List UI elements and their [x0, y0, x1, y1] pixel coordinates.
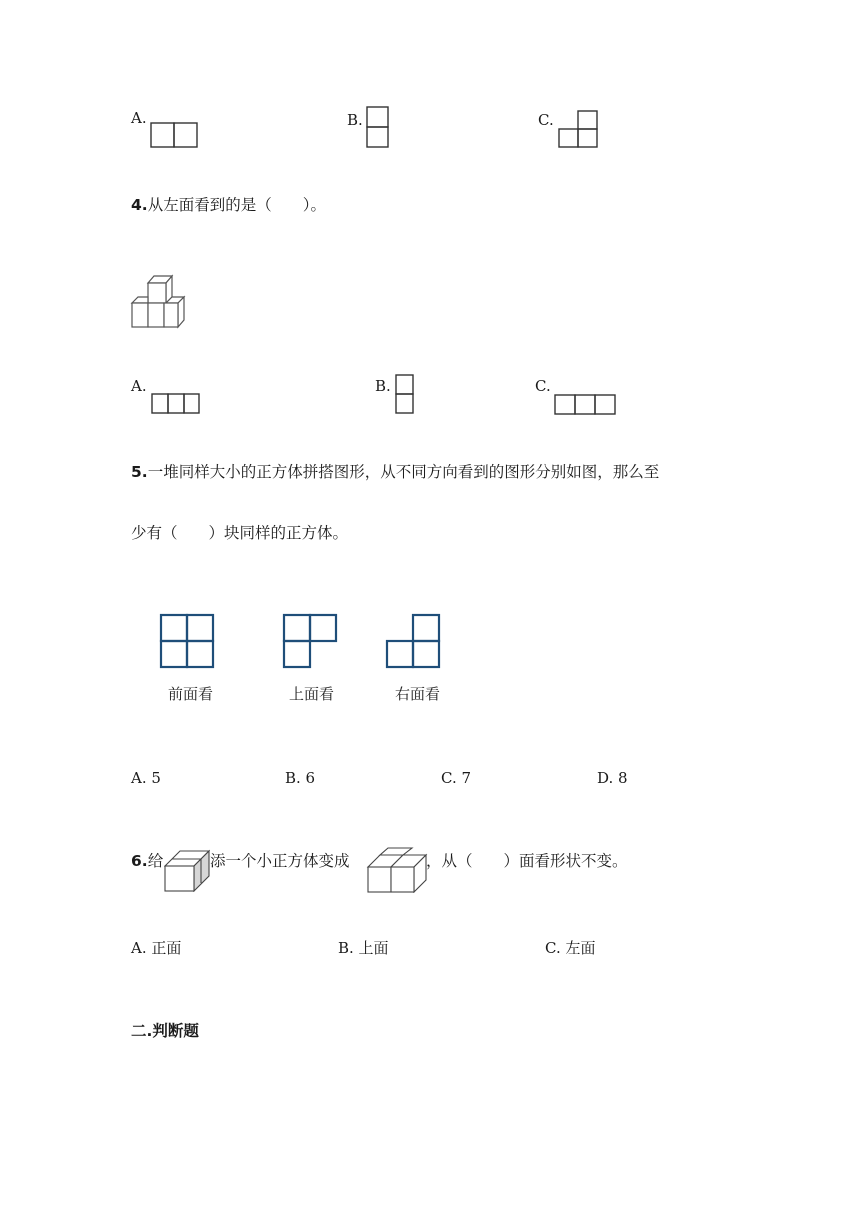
- q4-option-a-figure: [151, 393, 201, 415]
- q4-question: [131, 195, 326, 215]
- q3-option-b-label: B.: [347, 111, 363, 129]
- q5-front-view-figure: [159, 613, 217, 669]
- q6-text-part2: 添一个小正方体变成: [210, 852, 350, 870]
- q5-question-line2: 少有（ ）块同样的正方体。: [131, 524, 349, 542]
- q6-question-part1: [131, 851, 163, 871]
- q4-option-b-label: B.: [375, 377, 391, 395]
- q6-option-a: A. 正面: [131, 939, 182, 957]
- q4-number: 4.: [131, 196, 148, 214]
- q3-option-a-figure: [150, 122, 198, 148]
- q5-top-view-figure: [282, 613, 340, 669]
- q6-text-part3: ，从（ ）面看形状不变。: [426, 852, 628, 870]
- q4-option-c-label: C.: [535, 377, 551, 395]
- q5-right-view-figure: [385, 613, 443, 669]
- q6-number: 6.: [131, 852, 148, 870]
- q3-option-c-label: C.: [538, 111, 554, 129]
- q6-text-part1: 给: [147, 852, 164, 870]
- q5-question-line1: [131, 462, 659, 482]
- q4-option-b-figure: [395, 374, 415, 414]
- q5-option-d: D. 8: [597, 769, 628, 787]
- q5-option-b: B. 6: [285, 769, 316, 787]
- q4-option-c-figure: [554, 394, 618, 416]
- q3-option-b-figure: [366, 106, 390, 148]
- q6-two-cube-figure: [164, 848, 210, 892]
- q5-right-view-label: 右面看: [395, 685, 441, 703]
- q3-option-a-label: A.: [131, 109, 147, 127]
- q4-cube-figure: [130, 273, 190, 331]
- q5-number: 5.: [131, 463, 148, 481]
- q5-front-view-label: 前面看: [168, 685, 214, 703]
- q6-three-cube-figure: [366, 847, 428, 893]
- q5-text-line1: 一堆同样大小的正方体拼搭图形，从不同方向看到的图形分别如图，那么至: [147, 463, 660, 481]
- q4-option-a-label: A.: [131, 377, 147, 395]
- section-two-heading: 二.判断题: [131, 1022, 199, 1040]
- q6-option-b: B. 上面: [338, 939, 389, 957]
- q5-option-a: A. 5: [131, 769, 161, 787]
- q4-text: 从左面看到的是（ ）。: [147, 196, 326, 214]
- q6-option-c: C. 左面: [545, 939, 596, 957]
- q5-option-c: C. 7: [441, 769, 472, 787]
- q3-option-c-figure: [558, 110, 600, 150]
- q5-top-view-label: 上面看: [289, 685, 335, 703]
